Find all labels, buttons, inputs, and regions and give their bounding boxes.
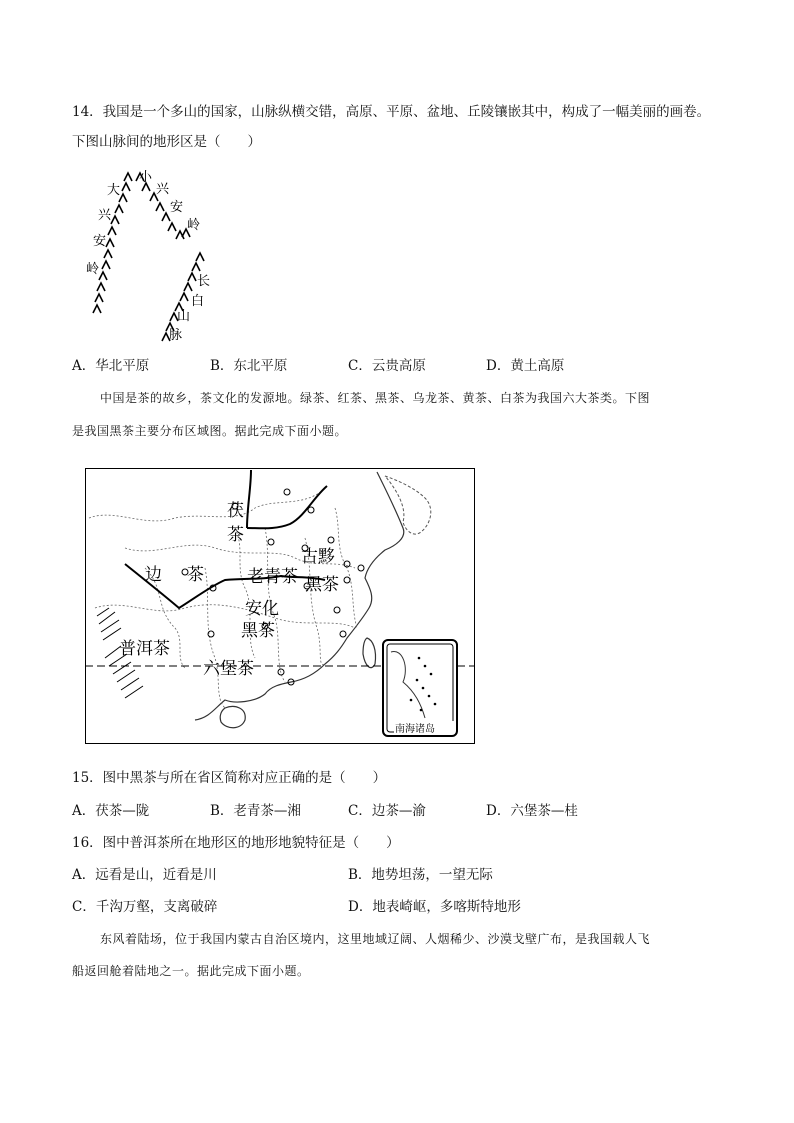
label-bai: 白	[191, 294, 205, 309]
q16-option-b: B．地势坦荡，一望无际	[348, 867, 493, 883]
q14-option-d: D．黄土高原	[486, 358, 565, 374]
q16-option-d: D．地表崎岖，多喀斯特地形	[348, 899, 521, 915]
label-xing1: 兴	[98, 208, 112, 223]
q14-option-c: C．云贵高原	[348, 358, 426, 374]
map-label-bian-cha: 茶	[187, 565, 204, 585]
passage2-line2: 船返回舱着陆地之一。据此完成下面小题。	[72, 964, 310, 978]
map-label-fu: 茯	[227, 501, 244, 521]
map-label-guyi-heicha: 黑茶	[305, 575, 339, 595]
q14-stem-line1: 14．我国是一个多山的国家，山脉纵横交错，高原、平原、盆地、丘陵镶嵌其中，构成了一幅美丽的画卷。	[72, 104, 711, 120]
q15-option-b: B．老青茶—湘	[210, 803, 301, 819]
label-xing2: 兴	[156, 182, 170, 197]
q16-option-a: A．远看是山，近看是川	[72, 867, 217, 883]
black-tea-map	[85, 468, 475, 744]
mountain-diagram	[80, 163, 240, 348]
q15-option-d: D．六堡茶—桂	[486, 803, 578, 819]
q16-option-c: C．千沟万壑，支离破碎	[72, 899, 218, 915]
map-label-anhua: 安化	[245, 599, 279, 619]
map-label-fu-cha: 茶	[227, 525, 244, 545]
label-an2: 安	[170, 200, 184, 215]
q15-option-a: A．茯茶—陇	[72, 803, 150, 819]
map-label-laoqing: 老青茶	[247, 567, 298, 587]
q16-stem: 16．图中普洱茶所在地形区的地形地貌特征是（ ）	[72, 835, 400, 851]
q15-option-c: C．边茶—渝	[348, 803, 426, 819]
q14-option-b: B．东北平原	[210, 358, 288, 374]
label-shan: 山	[177, 309, 191, 324]
label-chang: 长	[197, 274, 211, 289]
q15-stem: 15．图中黑茶与所在省区简称对应正确的是（ ）	[72, 770, 387, 786]
label-xiao: 小	[139, 170, 153, 185]
label-ling1: 岭	[86, 262, 100, 277]
q14-stem-line2: 下图山脉间的地形区是（ ）	[72, 134, 261, 150]
label-da: 大	[107, 183, 121, 198]
passage2-line1: 东风着陆场，位于我国内蒙古自治区境内，这里地域辽阔、人烟稀少、沙漠戈壁广布，是我国载人飞	[100, 932, 651, 946]
map-label-guyi: 古黟	[301, 547, 335, 567]
label-ling2: 岭	[187, 218, 201, 233]
map-label-bian: 边	[145, 565, 162, 585]
label-an1: 安	[93, 234, 107, 249]
map-label-liubao: 六堡茶	[203, 659, 254, 679]
passage1-line2: 是我国黑茶主要分布区域图。据此完成下面小题。	[72, 424, 348, 438]
label-mai: 脉	[169, 328, 183, 343]
q14-option-a: A．华北平原	[72, 358, 150, 374]
inset-label: 南海诸岛	[395, 724, 435, 735]
passage1-line1: 中国是茶的故乡，茶文化的发源地。绿茶、红茶、黑茶、乌龙茶、黄茶、白茶为我国六大茶类。下图	[100, 391, 651, 405]
map-label-puer: 普洱茶	[119, 639, 170, 659]
map-label-anhua-heicha: 黑茶	[241, 621, 275, 641]
